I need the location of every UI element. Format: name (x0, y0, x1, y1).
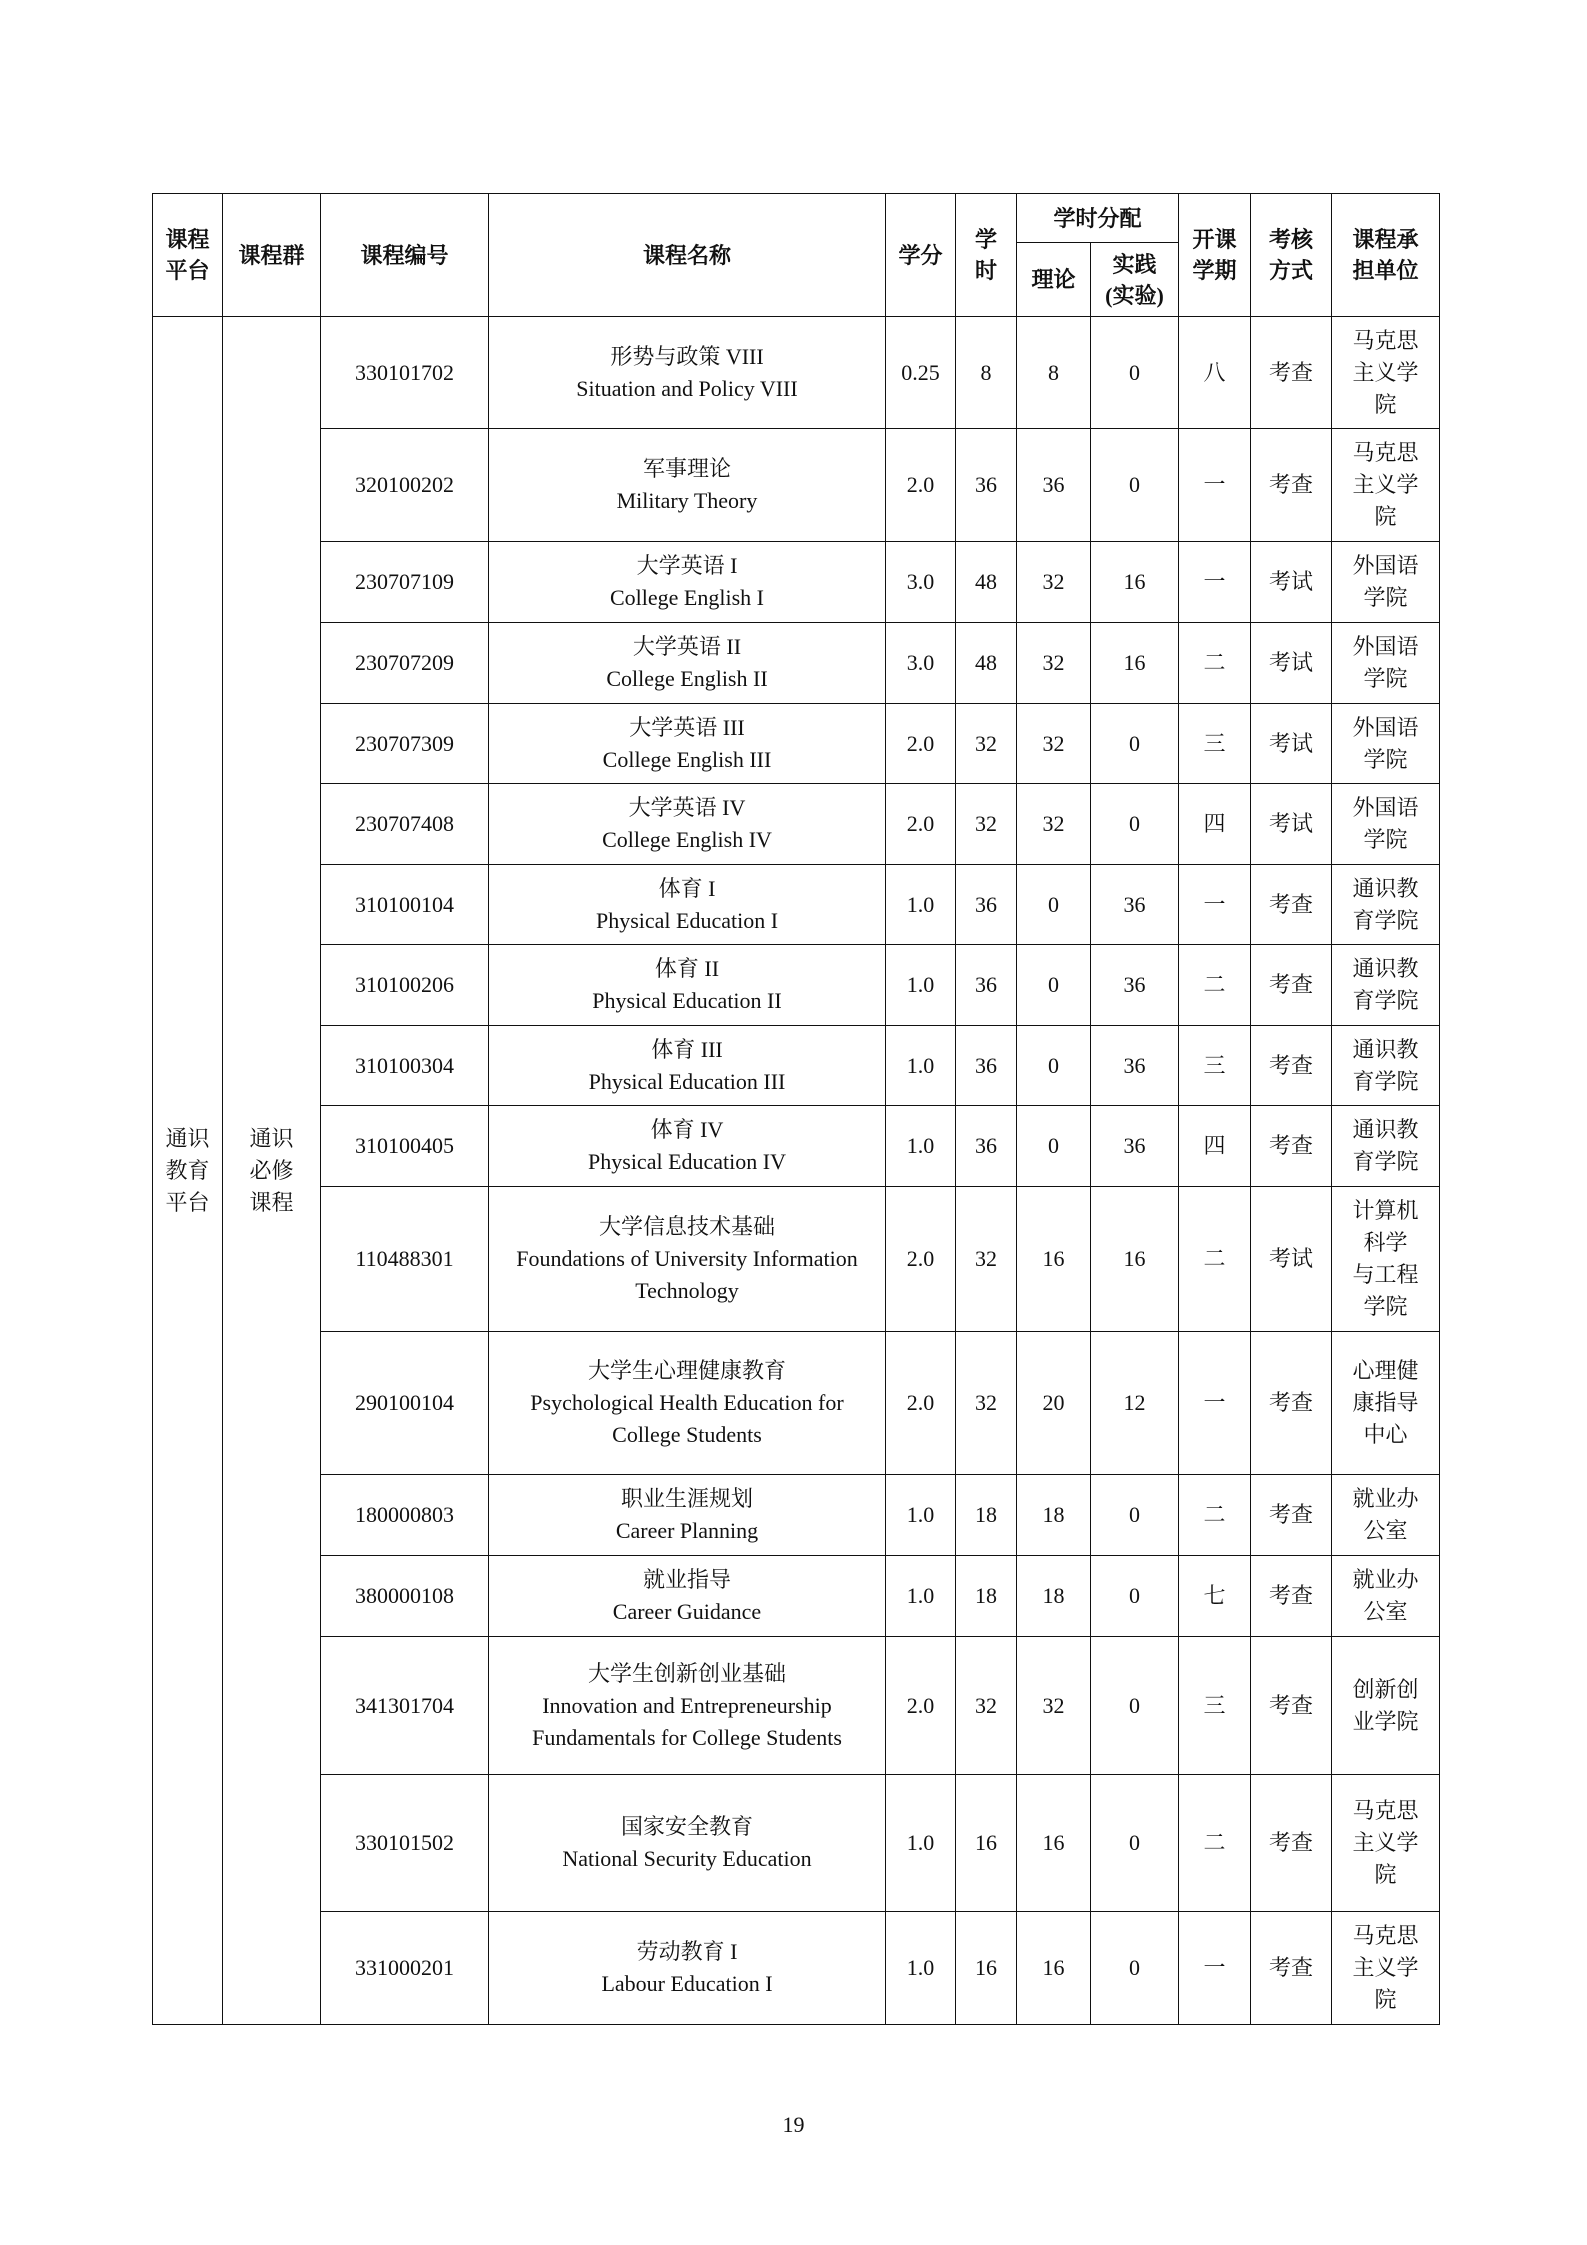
semester: 二 (1179, 623, 1251, 704)
theory-hours: 0 (1017, 1106, 1091, 1187)
credits: 1.0 (886, 1912, 956, 2025)
theory-hours: 20 (1017, 1332, 1091, 1475)
course-code: 310100304 (321, 1026, 489, 1106)
table-row (153, 1912, 1440, 2025)
course-name (489, 1187, 886, 1332)
theory-hours: 18 (1017, 1556, 1091, 1637)
teaching-unit: 创新创 业学院 (1332, 1637, 1440, 1775)
course-name-en: Foundations of University Information (516, 1246, 858, 1271)
practice-hours: 0 (1091, 429, 1179, 542)
table-row (153, 1106, 1440, 1187)
practice-hours: 0 (1091, 784, 1179, 865)
course-name-en: Innovation and Entrepreneurship (542, 1692, 832, 1718)
teaching-unit: 就业办 公室 (1332, 1475, 1440, 1556)
assessment: 考查 (1251, 429, 1332, 542)
course-name-en: Military Theory (616, 488, 758, 513)
credits: 2.0 (886, 429, 956, 542)
practice-hours: 0 (1091, 1775, 1179, 1912)
hours: 36 (956, 1106, 1017, 1187)
hours: 36 (956, 429, 1017, 542)
course-name-en: College English III (602, 746, 772, 772)
practice-hours: 36 (1091, 945, 1179, 1026)
course-name-cn: 大学英语 II (632, 634, 742, 659)
page-number: 19 (782, 2112, 805, 2137)
credits: 0.25 (886, 317, 956, 429)
semester: 二 (1179, 945, 1251, 1026)
course-name (489, 865, 886, 945)
course-table (152, 193, 1440, 2025)
assessment: 考试 (1251, 704, 1332, 784)
theory-hours: 8 (1017, 317, 1091, 429)
course-code: 380000108 (321, 1556, 489, 1637)
credits: 2.0 (886, 1332, 956, 1475)
table-row (153, 429, 1440, 542)
semester: 四 (1179, 784, 1251, 865)
header-group: 课程群 (223, 194, 321, 317)
credits: 1.0 (886, 865, 956, 945)
course-name-en: Physical Education IV (588, 1149, 786, 1174)
course-name-cn: 大学信息技术基础 (598, 1214, 775, 1239)
course-code: 310100104 (321, 865, 489, 945)
semester: 二 (1179, 1475, 1251, 1556)
semester: 三 (1179, 1026, 1251, 1106)
course-name-cn: 就业指导 (642, 1567, 731, 1592)
course-name-en: Physical Education II (592, 988, 782, 1013)
course-name (489, 623, 886, 704)
course-name (489, 945, 886, 1026)
theory-hours: 16 (1017, 1912, 1091, 2025)
course-name-en: Labour Education I (601, 1971, 773, 1996)
theory-hours: 32 (1017, 623, 1091, 704)
teaching-unit: 马克思 主义学 院 (1332, 1912, 1440, 2025)
teaching-unit: 通识教 育学院 (1332, 945, 1440, 1026)
semester: 七 (1179, 1556, 1251, 1637)
course-code: 310100206 (321, 945, 489, 1026)
semester: 一 (1179, 1912, 1251, 2025)
course-name (489, 542, 886, 623)
practice-hours: 16 (1091, 1187, 1179, 1332)
course-name-en: Situation and Policy VIII (576, 375, 798, 401)
course-name-cn: 体育 II (654, 956, 720, 981)
header-unit: 课程承 担单位 (1332, 194, 1440, 317)
course-code: 110488301 (321, 1187, 489, 1332)
assessment: 考查 (1251, 1775, 1332, 1912)
semester: 一 (1179, 1332, 1251, 1475)
credits: 1.0 (886, 945, 956, 1026)
assessment: 考查 (1251, 1556, 1332, 1637)
semester: 三 (1179, 1637, 1251, 1775)
course-name-en: College Students (612, 1422, 762, 1447)
theory-hours: 0 (1017, 1026, 1091, 1106)
hours: 32 (956, 704, 1017, 784)
header-name: 课程名称 (489, 194, 886, 317)
credits: 1.0 (886, 1106, 956, 1187)
semester: 二 (1179, 1187, 1251, 1332)
semester: 一 (1179, 542, 1251, 623)
header-assessment: 考核 方式 (1251, 194, 1332, 317)
course-code: 341301704 (321, 1637, 489, 1775)
course-name-cn: 大学英语 III (629, 714, 745, 740)
theory-hours: 16 (1017, 1775, 1091, 1912)
header-practice: 实践 (实验) (1091, 243, 1179, 317)
hours: 16 (956, 1775, 1017, 1912)
assessment: 考试 (1251, 542, 1332, 623)
assessment: 考查 (1251, 865, 1332, 945)
assessment: 考试 (1251, 784, 1332, 865)
practice-hours: 0 (1091, 704, 1179, 784)
course-name-cn: 体育 III (651, 1036, 723, 1062)
practice-hours: 0 (1091, 1912, 1179, 2025)
course-name (489, 1775, 886, 1912)
hours: 32 (956, 784, 1017, 865)
practice-hours: 16 (1091, 623, 1179, 704)
course-name-cn: 国家安全教育 (620, 1814, 753, 1839)
credits: 3.0 (886, 542, 956, 623)
course-code: 290100104 (321, 1332, 489, 1475)
credits: 2.0 (886, 704, 956, 784)
semester: 一 (1179, 865, 1251, 945)
table-row (153, 865, 1440, 945)
teaching-unit: 外国语 学院 (1332, 784, 1440, 865)
theory-hours: 36 (1017, 429, 1091, 542)
course-name (489, 317, 886, 429)
hours: 18 (956, 1556, 1017, 1637)
teaching-unit: 就业办 公室 (1332, 1556, 1440, 1637)
assessment: 考查 (1251, 1912, 1332, 2025)
course-code: 230707309 (321, 704, 489, 784)
course-name-cn: 大学生创新创业基础 (587, 1660, 786, 1686)
course-name (489, 784, 886, 865)
teaching-unit: 通识教 育学院 (1332, 1026, 1440, 1106)
course-name (489, 1475, 886, 1556)
course-code: 330101502 (321, 1775, 489, 1912)
assessment: 考查 (1251, 1475, 1332, 1556)
course-name-cn: 大学生心理健康教育 (587, 1358, 786, 1383)
table-row (153, 1187, 1440, 1332)
course-name (489, 1637, 886, 1775)
hours: 16 (956, 1912, 1017, 2025)
header-code: 课程编号 (321, 194, 489, 317)
course-name-cn: 职业生涯规划 (620, 1486, 753, 1511)
practice-hours: 0 (1091, 1637, 1179, 1775)
credits: 2.0 (886, 784, 956, 865)
assessment: 考查 (1251, 1026, 1332, 1106)
theory-hours: 32 (1017, 1637, 1091, 1775)
assessment: 考查 (1251, 1332, 1332, 1475)
theory-hours: 0 (1017, 945, 1091, 1026)
table-row (153, 1475, 1440, 1556)
course-name-en: Career Planning (615, 1518, 759, 1543)
header-theory: 理论 (1017, 243, 1091, 317)
course-code: 330101702 (321, 317, 489, 429)
course-name-cn: 体育 IV (650, 1117, 724, 1142)
practice-hours: 36 (1091, 865, 1179, 945)
practice-hours: 0 (1091, 317, 1179, 429)
hours: 8 (956, 317, 1017, 429)
course-code: 230707408 (321, 784, 489, 865)
course-name (489, 1556, 886, 1637)
theory-hours: 18 (1017, 1475, 1091, 1556)
course-name-en: College English I (610, 585, 764, 610)
course-name-cn: 大学英语 I (636, 553, 738, 578)
platform-cell: 通识 教育 平台 (153, 317, 223, 2025)
credits: 1.0 (886, 1026, 956, 1106)
hours: 48 (956, 542, 1017, 623)
theory-hours: 32 (1017, 784, 1091, 865)
hours: 48 (956, 623, 1017, 704)
course-name-en: Physical Education I (595, 907, 779, 933)
semester: 八 (1179, 317, 1251, 429)
practice-hours: 36 (1091, 1106, 1179, 1187)
course-name-en: Psychological Health Education for (530, 1390, 844, 1415)
course-name (489, 1106, 886, 1187)
teaching-unit: 外国语 学院 (1332, 704, 1440, 784)
hours: 36 (956, 1026, 1017, 1106)
course-code: 310100405 (321, 1106, 489, 1187)
table-row (153, 542, 1440, 623)
semester: 一 (1179, 429, 1251, 542)
credits: 1.0 (886, 1775, 956, 1912)
course-name-en: Physical Education III (588, 1068, 786, 1094)
assessment: 考查 (1251, 945, 1332, 1026)
hours: 36 (956, 945, 1017, 1026)
credits: 1.0 (886, 1556, 956, 1637)
header-credits: 学分 (886, 194, 956, 317)
practice-hours: 12 (1091, 1332, 1179, 1475)
semester: 四 (1179, 1106, 1251, 1187)
teaching-unit: 马克思 主义学 院 (1332, 1775, 1440, 1912)
course-name-en: College English IV (602, 827, 772, 852)
credits: 1.0 (886, 1475, 956, 1556)
table-row (153, 784, 1440, 865)
course-code: 331000201 (321, 1912, 489, 2025)
course-name (489, 1912, 886, 2025)
course-name-cn: 劳动教育 I (636, 1939, 738, 1964)
teaching-unit: 马克思 主义学 院 (1332, 429, 1440, 542)
header-semester: 开课 学期 (1179, 194, 1251, 317)
teaching-unit: 外国语 学院 (1332, 542, 1440, 623)
group-cell: 通识 必修 课程 (223, 317, 321, 2025)
course-name (489, 704, 886, 784)
teaching-unit: 心理健 康指导 中心 (1332, 1332, 1440, 1475)
teaching-unit: 马克思 主义学 院 (1332, 317, 1440, 429)
semester: 二 (1179, 1775, 1251, 1912)
course-name (489, 1332, 886, 1475)
course-name (489, 1026, 886, 1106)
course-name-en: National Security Education (562, 1846, 812, 1871)
assessment: 考试 (1251, 1187, 1332, 1332)
semester: 三 (1179, 704, 1251, 784)
teaching-unit: 外国语 学院 (1332, 623, 1440, 704)
credits: 2.0 (886, 1637, 956, 1775)
theory-hours: 32 (1017, 542, 1091, 623)
teaching-unit: 计算机 科学 与工程 学院 (1332, 1187, 1440, 1332)
teaching-unit: 通识教 育学院 (1332, 1106, 1440, 1187)
course-name-en: Fundamentals for College Students (532, 1724, 842, 1750)
practice-hours: 0 (1091, 1556, 1179, 1637)
theory-hours: 0 (1017, 865, 1091, 945)
course-name-cn: 军事理论 (642, 456, 731, 481)
course-name-cn: 体育 I (658, 875, 716, 901)
practice-hours: 0 (1091, 1475, 1179, 1556)
table-row (153, 1637, 1440, 1775)
practice-hours: 36 (1091, 1026, 1179, 1106)
course-name-en: College English II (606, 666, 768, 691)
table-row (153, 1332, 1440, 1475)
assessment: 考试 (1251, 623, 1332, 704)
table-row (153, 945, 1440, 1026)
practice-hours: 16 (1091, 542, 1179, 623)
header-hours-allocation: 学时分配 (1017, 194, 1179, 243)
course-code: 230707209 (321, 623, 489, 704)
table-row (153, 317, 1440, 429)
hours: 32 (956, 1332, 1017, 1475)
theory-hours: 16 (1017, 1187, 1091, 1332)
table-row (153, 1026, 1440, 1106)
credits: 2.0 (886, 1187, 956, 1332)
course-code: 180000803 (321, 1475, 489, 1556)
course-code: 320100202 (321, 429, 489, 542)
course-name-cn: 形势与政策 VIII (610, 343, 764, 369)
assessment: 考查 (1251, 1637, 1332, 1775)
table-row (153, 623, 1440, 704)
course-name-en: Career Guidance (612, 1599, 762, 1624)
table-row (153, 1775, 1440, 1912)
table-row (153, 704, 1440, 784)
course-name-cn: 大学英语 IV (628, 795, 746, 820)
hours: 32 (956, 1637, 1017, 1775)
table-row (153, 1556, 1440, 1637)
header-hours: 学 时 (956, 194, 1017, 317)
hours: 36 (956, 865, 1017, 945)
course-name (489, 429, 886, 542)
header-platform: 课程 平台 (153, 194, 223, 317)
course-code: 230707109 (321, 542, 489, 623)
teaching-unit: 通识教 育学院 (1332, 865, 1440, 945)
theory-hours: 32 (1017, 704, 1091, 784)
course-name-en: Technology (635, 1278, 739, 1303)
assessment: 考查 (1251, 1106, 1332, 1187)
hours: 18 (956, 1475, 1017, 1556)
hours: 32 (956, 1187, 1017, 1332)
assessment: 考查 (1251, 317, 1332, 429)
credits: 3.0 (886, 623, 956, 704)
